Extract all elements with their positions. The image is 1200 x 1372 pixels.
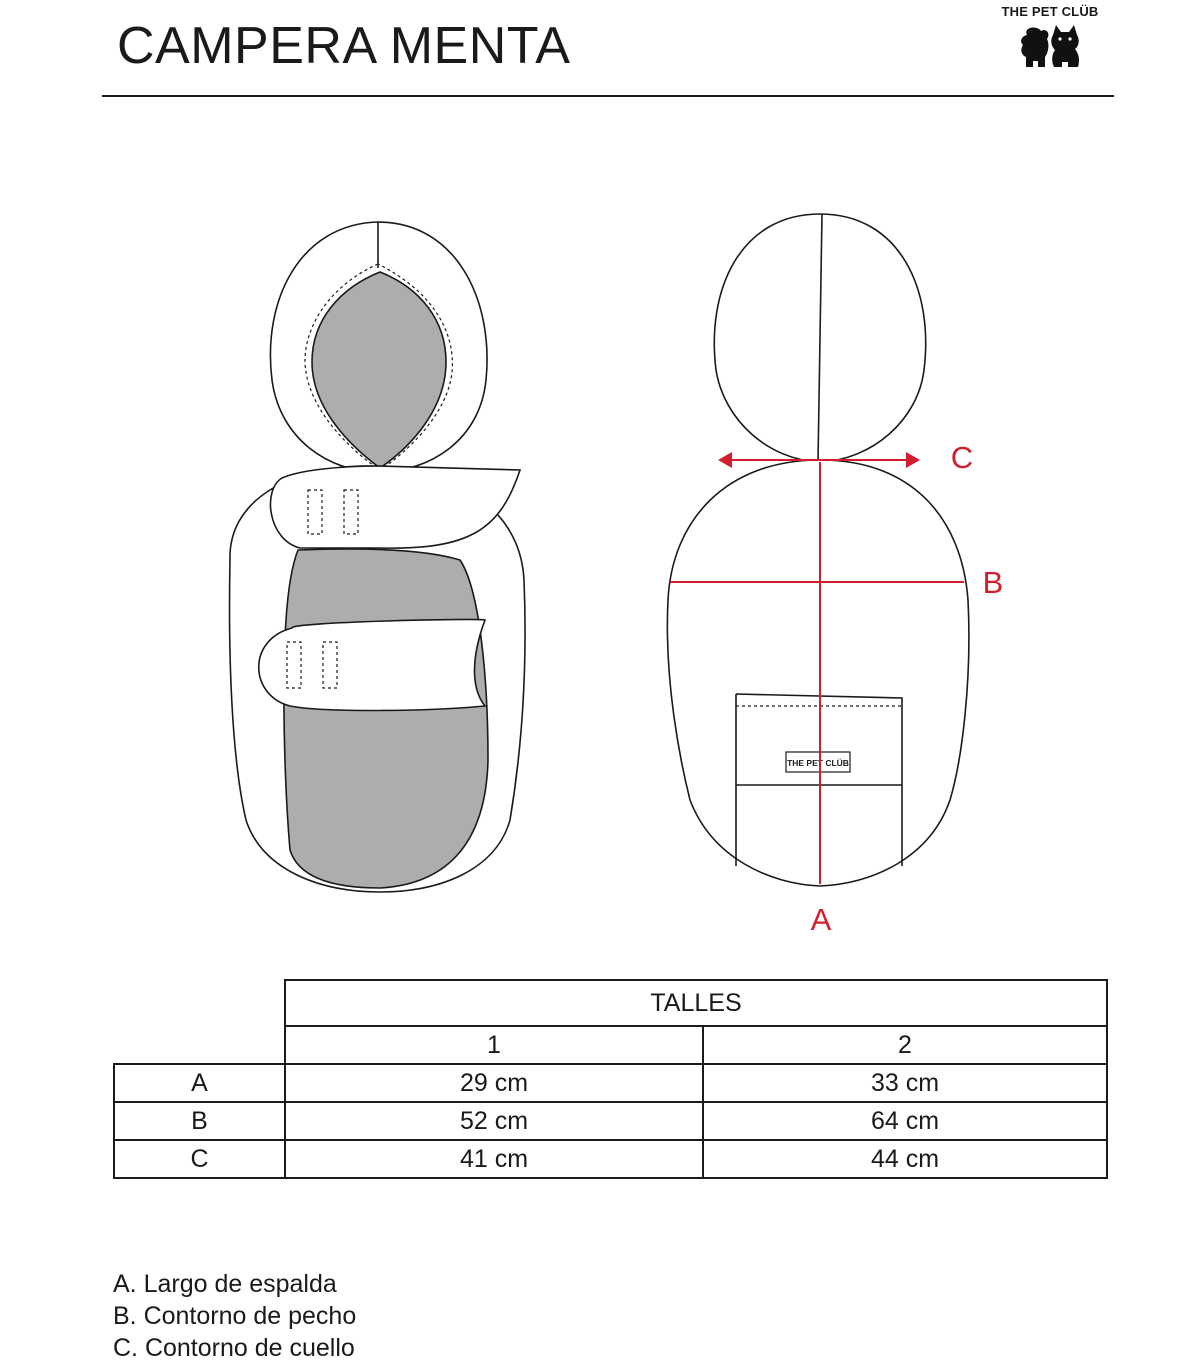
cell-c-size-2: 44 cm: [703, 1140, 1107, 1178]
dimension-label-c: C: [950, 440, 974, 475]
size-table: [113, 979, 1108, 1179]
cell-c-size-1: 41 cm: [285, 1140, 703, 1178]
row-label-a: A: [114, 1064, 285, 1102]
back-body: [667, 460, 969, 886]
row-label-b: B: [114, 1102, 285, 1140]
back-view: [667, 214, 969, 886]
cell-b-size-1: 52 cm: [285, 1102, 703, 1140]
table-header-talles: TALLES: [285, 980, 1107, 1026]
dimension-c-arrow-left: [718, 452, 732, 468]
cell-a-size-1: 29 cm: [285, 1064, 703, 1102]
page-title: CAMPERA MENTA: [117, 17, 571, 75]
table-row: [114, 1140, 1107, 1178]
table-row: [114, 1102, 1107, 1140]
cell-a-size-2: 33 cm: [703, 1064, 1107, 1102]
table-row: [114, 1064, 1107, 1102]
brand-name: THE PET CLÜB: [1001, 4, 1099, 19]
cell-b-size-2: 64 cm: [703, 1102, 1107, 1140]
dimension-c-arrow-right: [906, 452, 920, 468]
size-header-2: 2: [703, 1026, 1107, 1064]
front-lining: [284, 549, 488, 888]
row-label-c: C: [114, 1140, 285, 1178]
measurement-legend: [113, 1268, 356, 1364]
front-view: [230, 222, 526, 892]
dimension-label-b: B: [982, 565, 1004, 600]
pocket-label: THE PET CLÜB: [787, 758, 849, 768]
legend-item-b: B. Contorno de pecho: [113, 1302, 357, 1330]
dimension-label-a: A: [810, 902, 832, 937]
legend-item-c: C. Contorno de cuello: [113, 1334, 355, 1362]
legend-item-a: A. Largo de espalda: [113, 1270, 337, 1298]
size-header-1: 1: [285, 1026, 703, 1064]
front-strap-lower: [259, 619, 485, 710]
